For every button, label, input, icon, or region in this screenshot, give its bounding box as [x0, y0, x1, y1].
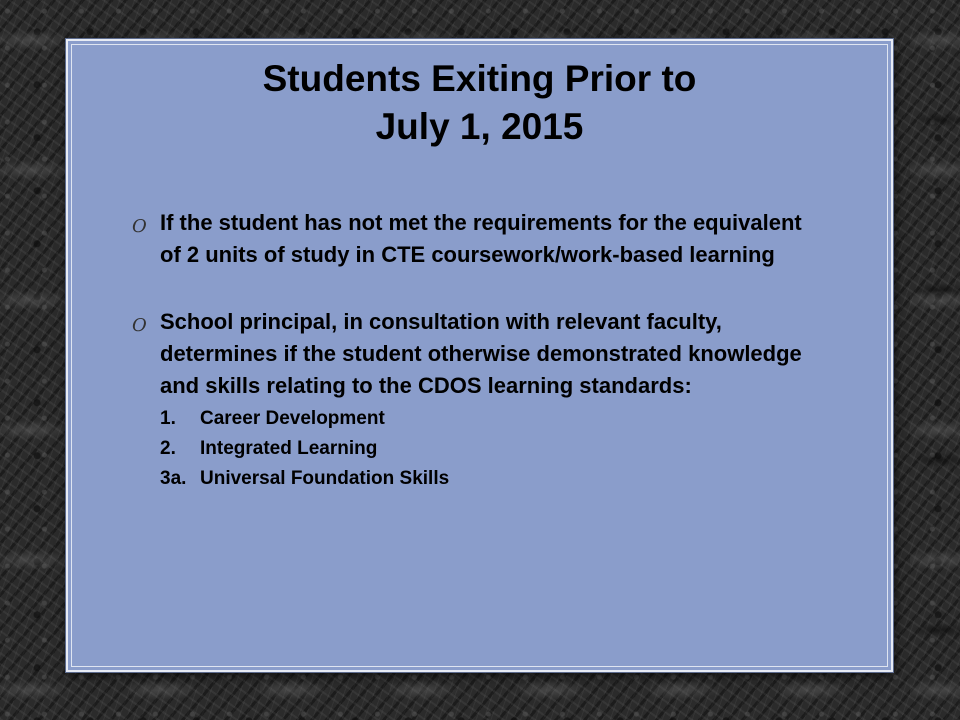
slide-panel [66, 39, 893, 672]
bullet-marker-icon: O [132, 315, 147, 336]
bullet-text: If the student has not met the requirements for the equivalent of 2 units of study in CTE coursework/work-based learning [160, 210, 802, 267]
sublist-text: Universal Foundation Skills [200, 468, 450, 489]
title-line-2: July 1, 2015 [375, 106, 584, 147]
sublist-item [160, 404, 824, 434]
sublist-number: 3a. [160, 468, 187, 489]
bullet-marker-icon: O [132, 216, 147, 237]
sublist-text: Integrated Learning [200, 438, 378, 459]
bullet-item [124, 207, 824, 271]
title-line-1: Students Exiting Prior to [262, 58, 697, 99]
sublist-item [160, 464, 824, 494]
sublist-item [160, 434, 824, 464]
sublist-number: 2. [160, 438, 176, 459]
bullet-text: School principal, in consultation with relevant faculty, determines if the student otherwise demonstrated knowledge and skills relating to the CDOS learning standards: [160, 309, 802, 398]
slide-title [68, 55, 891, 151]
sublist-number: 1. [160, 408, 176, 429]
sublist-text: Career Development [200, 408, 385, 429]
bullet-item [124, 306, 824, 494]
standards-sublist [160, 404, 824, 494]
bullet-list [124, 207, 824, 494]
